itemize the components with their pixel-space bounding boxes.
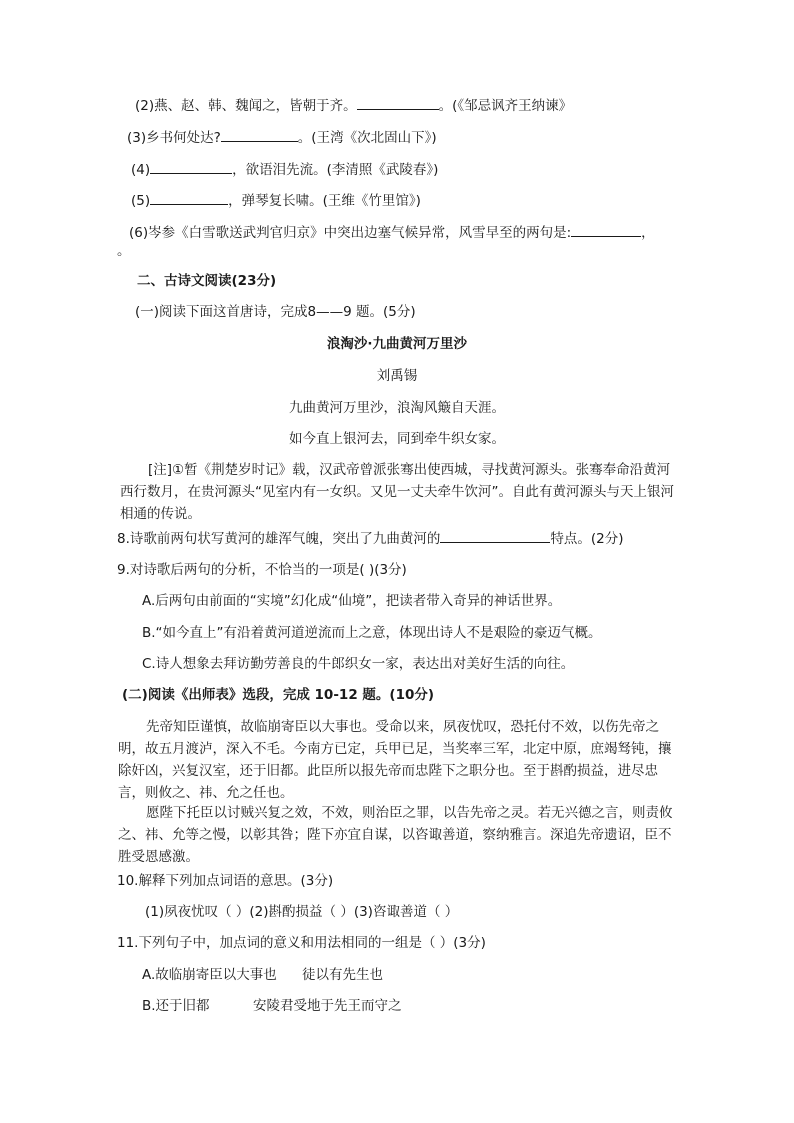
- poem-title: 浪淘沙·九曲黄河万里沙: [326, 336, 468, 352]
- fill-in-2-text: (2)燕、赵、韩、魏闻之，皆朝于齐。: [135, 98, 357, 114]
- fill-in-6: [129, 223, 655, 242]
- fill-in-2-source: 。(《邹忌讽齐王纳谏》: [438, 98, 573, 114]
- question-9-option-a: A.后两句由前面的“实境”幻化成“仙境”，把读者带入奇异的神话世界。: [142, 593, 562, 609]
- fill-in-4-text: (4): [131, 162, 151, 178]
- fill-in-6-end: 。: [117, 243, 131, 259]
- part2-title: (二)阅读《出师表》选段，完成 10-12 题。(10分): [122, 687, 435, 703]
- question-11-stem: 11.下列句子中，加点词的意义和用法相同的一组是（ ）(3分): [117, 935, 486, 951]
- question-10-stem: 10.解释下列加点词语的意思。(3分): [117, 873, 334, 889]
- passage-paragraph-2: 愿陛下托臣以讨贼兴复之效，不效，则治臣之罪，以告先帝之灵。若无兴德之言，则责攸之、祎、允等之慢，以彰其咎；陛下亦宜自谋，以咨诹善道，察纳雅言。深追先帝遗诏，臣不胜受恩感激。: [118, 805, 673, 865]
- answer-blank[interactable]: [221, 128, 298, 142]
- poem-line-2: 如今直上银河去，同到牵牛织女家。: [289, 431, 505, 447]
- part1-intro: (一)阅读下面这首唐诗，完成8——9 题。(5分): [135, 304, 416, 320]
- question-11-option-a-right: 徒以有先生也: [302, 967, 383, 983]
- fill-in-5: [131, 191, 421, 210]
- question-9-option-c: C.诗人想象去拜访勤劳善良的牛郎织女一家，表达出对美好生活的向往。: [142, 656, 575, 672]
- question-11-option-a-left: A.故临崩寄臣以大事也: [142, 967, 277, 983]
- answer-blank[interactable]: [571, 223, 641, 237]
- fill-in-5-source: ，弹琴复长啸。(王维《竹里馆》): [228, 193, 421, 209]
- passage-paragraph-1: 先帝知臣谨慎，故临崩寄臣以大事也。受命以来，夙夜忧叹，恐托付不效，以伤先帝之明，故五月渡泸，深入不毛。今南方已定，兵甲已足，当奖率三军，北定中原，庶竭驽钝，攘除奸凶，兴复汉室，还于旧都。此臣所以报先帝而忠陛下之职分也。至于斟酌损益，进尽忠言，则攸之、祎、允之任也。: [118, 719, 672, 801]
- fill-in-3: [127, 128, 437, 147]
- question-9-stem: 9.对诗歌后两句的分析，不恰当的一项是( )(3分): [117, 562, 407, 578]
- question-10-items: (1)夙夜忧叹（ ）(2)斟酌损益（ ）(3)咨诹善道（ ）: [145, 904, 459, 920]
- fill-in-6-text: (6)岑参《白雪歌送武判官归京》中突出边塞气候异常，风雪早至的两句是:: [129, 225, 572, 241]
- poem-note: [注]①暂《荆楚岁时记》载，汉武帝曾派张骞出使西城，寻找黄河源头。张骞奉命沿黄河西行数月，在贵河源头“见室内有一女织。又见一丈夫牵牛饮河”。自此有黄河源头与天上银河相通的传说。: [120, 462, 674, 522]
- poem-line-1: 九曲黄河万里沙，浪淘风簸自天涯。: [289, 400, 505, 416]
- question-11-option-b-left: B.还于旧都: [142, 998, 210, 1014]
- question-8-points: 特点。(2分): [550, 531, 624, 547]
- fill-in-4: [131, 160, 438, 179]
- fill-in-2: [135, 96, 572, 115]
- fill-in-3-source: 。(王湾《次北固山下》): [297, 130, 437, 146]
- answer-blank[interactable]: [357, 96, 439, 110]
- section-title: 二、古诗文阅读(23分): [137, 273, 277, 289]
- question-9-option-b: B.“如今直上”有沿着黄河道逆流而上之意，体现出诗人不是艰险的豪迈气概。: [142, 625, 602, 641]
- fill-in-6-source: ，: [641, 225, 655, 241]
- answer-blank[interactable]: [440, 529, 550, 543]
- fill-in-5-text: (5): [131, 193, 151, 209]
- question-8: [117, 529, 624, 548]
- poem-author: 刘禹锡: [376, 368, 418, 384]
- fill-in-3-text: (3)乡书何处达?: [127, 130, 221, 146]
- answer-blank[interactable]: [150, 160, 232, 174]
- fill-in-4-source: ，欲语泪先流。(李清照《武陵春》): [232, 162, 439, 178]
- answer-blank[interactable]: [150, 191, 228, 205]
- question-11-option-b-right: 安陵君受地于先王而守之: [253, 998, 402, 1014]
- question-8-text: 8.诗歌前两句状写黄河的雄浑气魄，突出了九曲黄河的: [117, 531, 441, 547]
